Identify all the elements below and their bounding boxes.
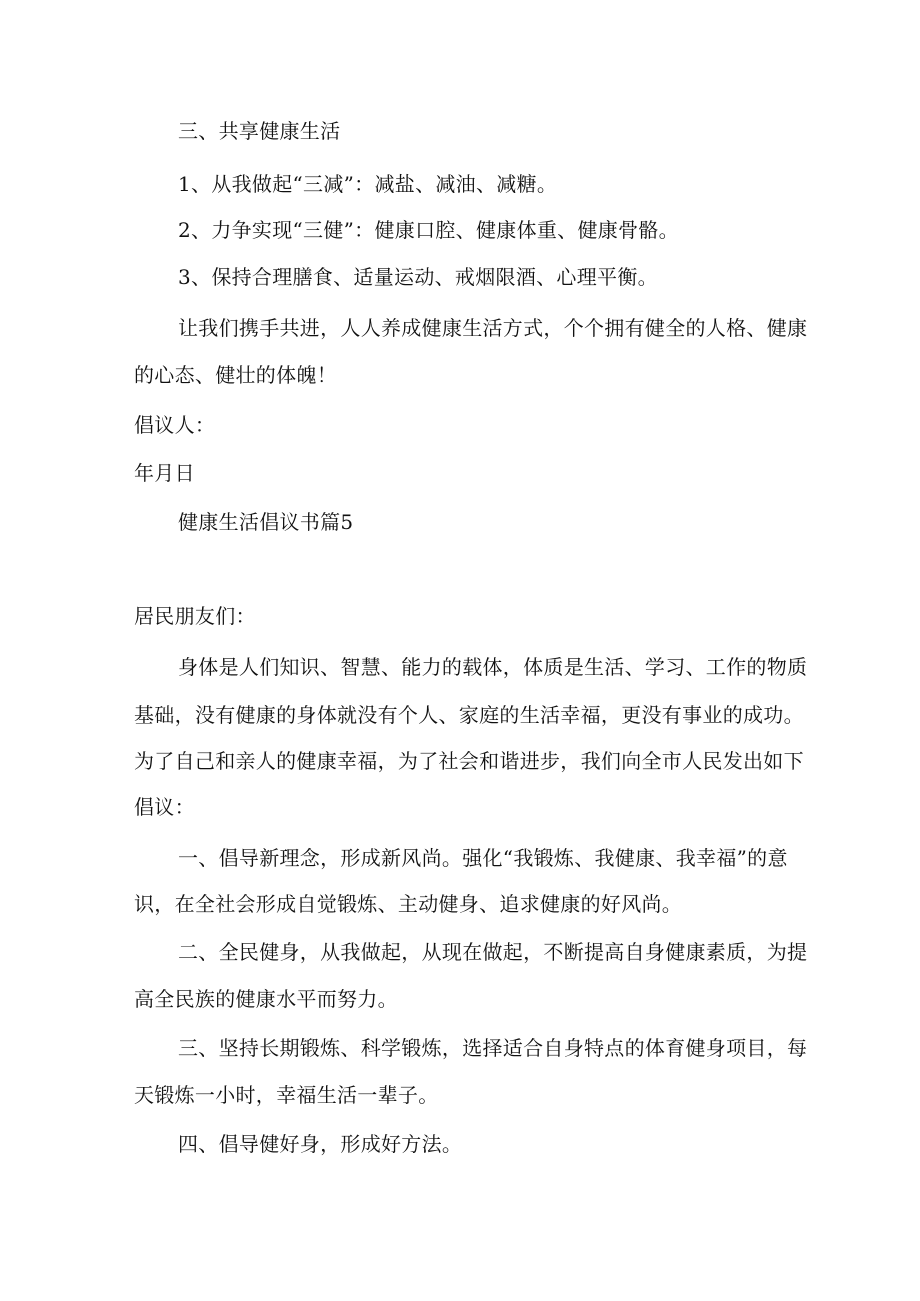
paragraph-line: 三、坚持长期锻炼、科学锻炼，选择适合自身特点的体育健身项目，每 (178, 1036, 808, 1060)
paragraph-line: 基础，没有健康的身体就没有个人、家庭的生活幸福，更没有事业的成功。 (134, 703, 804, 727)
date-label: 年月日 (134, 461, 195, 485)
paragraph-line: 身体是人们知识、智慧、能力的载体，体质是生活、学习、工作的物质 (178, 655, 808, 679)
article-title: 健康生活倡议书篇5 (178, 510, 354, 534)
section-heading: 三、共享健康生活 (178, 119, 341, 143)
paragraph-line: 一、倡导新理念，形成新风尚。强化“我锻炼、我健康、我幸福”的意 (178, 846, 788, 870)
paragraph-line: 四、倡导健好身，形成好方法。 (178, 1132, 463, 1156)
paragraph-line: 让我们携手共进，人人养成健康生活方式，个个拥有健全的人格、健康 (178, 316, 808, 340)
salutation: 居民朋友们： (134, 604, 256, 628)
paragraph-line: 二、全民健身，从我做起，从现在做起，不断提高自身健康素质，为提 (178, 940, 808, 964)
list-item: 2、力争实现“三健”：健康口腔、健康体重、健康骨骼。 (178, 218, 679, 242)
paragraph-line: 高全民族的健康水平而努力。 (134, 987, 398, 1011)
paragraph-line: 为了自己和亲人的健康幸福，为了社会和谐进步，我们向全市人民发出如下 (134, 749, 804, 773)
paragraph-line: 倡议： (134, 795, 195, 819)
list-item: 3、保持合理膳食、适量运动、戒烟限酒、心理平衡。 (178, 265, 658, 289)
signature-label: 倡议人： (134, 413, 216, 437)
paragraph-line: 天锻炼一小时，幸福生活一辈子。 (134, 1083, 439, 1107)
paragraph-line: 的心态、健壮的体魄！ (134, 363, 337, 387)
paragraph-line: 识，在全社会形成自觉锻炼、主动健身、追求健康的好风尚。 (134, 892, 683, 916)
list-item: 1、从我做起“三减”：减盐、减油、减糖。 (178, 172, 558, 196)
